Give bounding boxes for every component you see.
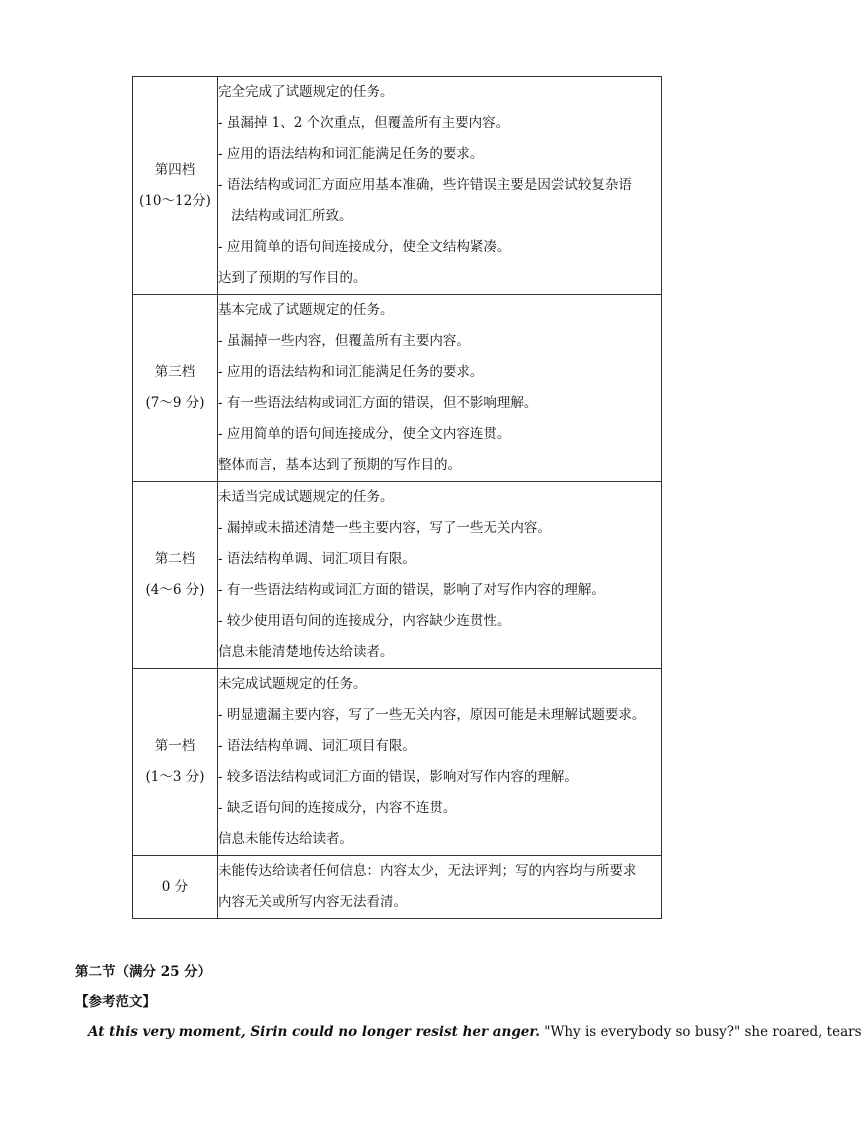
- grade-score-range: (10～12分): [139, 192, 211, 209]
- grade-cell: [133, 669, 218, 856]
- criteria-line: 达到了预期的写作目的。: [218, 270, 367, 286]
- criteria-cell: [218, 295, 662, 482]
- grade-score-range: (4～6 分): [145, 582, 205, 598]
- criteria-line: 内容无关或所写内容无法看清。: [218, 894, 407, 910]
- criteria-line: - 较少使用语句间的连接成分，内容缺少连贯性。: [218, 613, 511, 629]
- grade-cell: [133, 856, 218, 919]
- grade-cell: [133, 482, 218, 669]
- grade-name: 第四档: [154, 161, 196, 178]
- criteria-line: - 漏掉或未描述清楚一些主要内容，写了一些无关内容。: [218, 520, 551, 536]
- criteria-line: - 缺乏语句间的连接成分，内容不连贯。: [218, 800, 457, 816]
- grade-name: 第二档: [154, 551, 196, 567]
- criteria-line: - 应用简单的语句间连接成分，使全文内容连贯。: [218, 426, 511, 442]
- reference-essay-text: [88, 1024, 862, 1040]
- criteria-cell: [218, 856, 662, 919]
- criteria-line: 未能传达给读者任何信息：内容太少，无法评判；写的内容均与所要求: [218, 863, 637, 879]
- criteria-line: - 明显遗漏主要内容，写了一些无关内容，原因可能是未理解试题要求。: [218, 707, 646, 723]
- criteria-line: 整体而言，基本达到了预期的写作目的。: [218, 457, 461, 473]
- grade-cell: [133, 295, 218, 482]
- scoring-rubric-table: [132, 76, 662, 919]
- criteria-cell: [218, 77, 662, 295]
- criteria-line: - 有一些语法结构或词汇方面的错误，但不影响理解。: [218, 395, 538, 411]
- criteria-line: - 应用的语法结构和词汇能满足任务的要求。: [218, 146, 484, 162]
- criteria-line: 信息未能清楚地传达给读者。: [218, 644, 394, 660]
- rubric-row: [133, 856, 662, 919]
- criteria-line: - 语法结构单调、词汇项目有限。: [218, 551, 416, 567]
- criteria-line: - 有一些语法结构或词汇方面的错误，影响了对写作内容的理解。: [218, 582, 605, 598]
- rubric-row: [133, 77, 662, 295]
- criteria-line: 基本完成了试题规定的任务。: [218, 302, 394, 318]
- rubric-row: [133, 669, 662, 856]
- criteria-line: - 应用的语法结构和词汇能满足任务的要求。: [218, 364, 484, 380]
- criteria-line: 信息未能传达给读者。: [218, 831, 353, 847]
- criteria-cell: [218, 669, 662, 856]
- criteria-line: - 虽漏掉一些内容，但覆盖所有主要内容。: [218, 333, 470, 349]
- rubric-row: [133, 295, 662, 482]
- criteria-cell: [218, 482, 662, 669]
- grade-name: 第三档: [154, 364, 196, 380]
- essay-continuation: "Why is everybody so busy?" she roared, tears: [539, 1024, 862, 1040]
- criteria-line: 法结构或词汇所致。: [231, 208, 353, 224]
- criteria-line: - 语法结构单调、词汇项目有限。: [218, 738, 416, 754]
- grade-score-range: (1～3 分): [145, 769, 205, 785]
- criteria-line: - 较多语法结构或词汇方面的错误，影响对写作内容的理解。: [218, 769, 578, 785]
- criteria-line: - 应用简单的语句间连接成分，使全文结构紧凑。: [218, 239, 511, 255]
- reference-essay-title: 【参考范文】: [75, 994, 156, 1010]
- criteria-line: 完全完成了试题规定的任务。: [218, 84, 394, 100]
- grade-name: 第一档: [154, 738, 196, 754]
- criteria-line: 未适当完成试题规定的任务。: [218, 489, 394, 505]
- grade-name: 0 分: [161, 878, 189, 895]
- criteria-line: - 虽漏掉 1、2 个次重点，但覆盖所有主要内容。: [218, 115, 510, 131]
- grade-cell: [133, 77, 218, 295]
- criteria-line: - 语法结构或词汇方面应用基本准确，些许错误主要是因尝试较复杂语: [218, 177, 632, 193]
- criteria-line: 未完成试题规定的任务。: [218, 676, 367, 692]
- essay-lead-sentence: At this very moment, Sirin could no longer resist her anger.: [88, 1024, 540, 1040]
- rubric-row: [133, 482, 662, 669]
- grade-score-range: (7～9 分): [145, 395, 205, 411]
- section-title: 第二节（满分 25 分）: [75, 964, 212, 980]
